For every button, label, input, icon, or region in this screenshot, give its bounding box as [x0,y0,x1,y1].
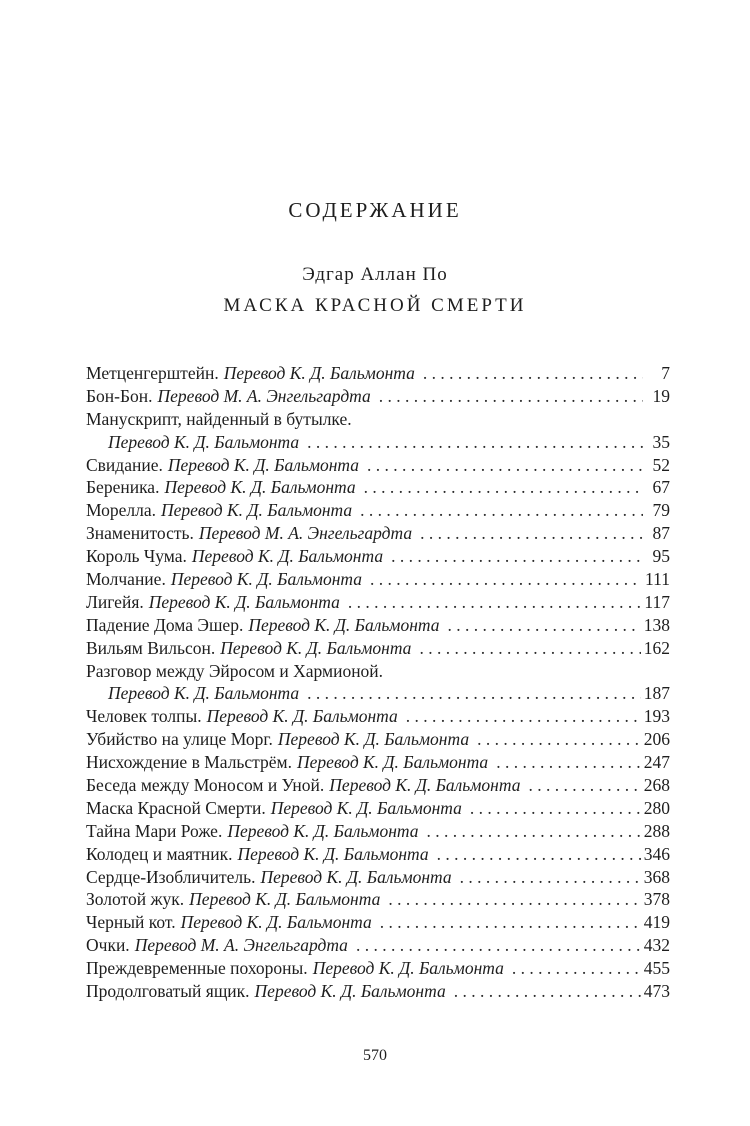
author-name: Эдгар Аллан По [302,264,448,285]
dot-leader [370,568,642,591]
entry-translator: Перевод К. Д. Бальмонта [312,958,504,979]
dot-leader [419,637,640,660]
entry-title: Сердце-Изобличитель. [86,866,256,887]
toc-entry [86,408,670,431]
entry-title: Знаменитость. [86,523,194,544]
toc-entry [86,728,670,751]
entry-translator: Перевод К. Д. Бальмонта [108,683,300,704]
entry-title: Морелла. [86,500,156,521]
dot-leader [477,728,641,751]
entry-translator: Перевод К. Д. Бальмонта [277,729,470,750]
entry-translator: Перевод К. Д. Бальмонта [180,912,372,933]
entry-page-number: 187 [643,683,670,704]
page-number: 570 [363,1047,387,1064]
entry-translator: Перевод К. Д. Бальмонта [297,752,489,773]
entry-title: Молчание. [86,569,166,590]
entry-translator: Перевод К. Д. Бальмонта [206,706,398,727]
entry-title: Человек толпы. [86,706,202,727]
entry-page-number: 162 [643,637,670,658]
entry-page-number: 455 [643,958,670,979]
entry-page-number: 378 [643,889,670,910]
toc-entry [86,934,670,957]
dot-leader [528,774,640,797]
toc-entry [86,591,670,614]
entry-title: Разговор между Эйросом и Хармионой. [86,660,384,681]
entry-page-number: 35 [652,431,670,452]
entry-page-number: 111 [645,569,670,590]
entry-translator: Перевод К. Д. Бальмонта [161,500,353,521]
entry-title: Черный кот. [86,912,176,933]
toc-entry [86,476,670,499]
entry-translator: Перевод К. Д. Бальмонта [170,569,362,590]
entry-page-number: 193 [643,706,670,727]
toc-entry [86,888,670,911]
dot-leader [307,682,641,705]
entry-translator: Перевод К. Д. Бальмонта [164,477,356,498]
entry-title: Вильям Вильсон. [86,637,216,658]
entry-translator: Перевод К. Д. Бальмонта [191,546,384,567]
entry-title: Свидание. [86,454,163,475]
dot-leader [448,614,641,637]
entry-translator: Перевод К. Д. Бальмонта [220,637,412,658]
dot-leader [470,797,641,820]
dot-leader [460,866,641,889]
entry-title: Очки. [86,935,130,956]
dot-leader [360,499,643,522]
toc-entry [86,614,670,637]
toc-entry-continuation [86,431,670,454]
entry-page-number: 288 [643,820,670,841]
entry-translator: Перевод К. Д. Бальмонта [108,431,300,452]
dot-leader [356,934,641,957]
dot-leader [391,545,643,568]
dot-leader [307,431,643,454]
toc-entry [86,797,670,820]
toc-entry [86,454,670,477]
toc-entry [86,820,670,843]
toc-entry [86,957,670,980]
entry-page-number: 7 [661,363,670,383]
table-of-contents [86,362,670,1003]
dot-leader [420,522,643,545]
entry-translator: Перевод К. Д. Бальмонта [148,591,340,612]
entry-translator: Перевод М. А. Энгельгардта [198,523,413,544]
entry-page-number: 432 [643,935,670,956]
entry-page-number: 79 [652,500,670,521]
entry-translator: Перевод К. Д. Бальмонта [260,866,452,887]
toc-entry [86,774,670,797]
entry-page-number: 346 [643,843,670,864]
dot-leader [379,385,643,408]
entry-title: Маска Красной Смерти. [86,797,266,818]
entry-translator: Перевод К. Д. Бальмонта [167,454,360,475]
dot-leader [427,820,641,843]
entry-translator: Перевод К. Д. Бальмонта [223,363,415,383]
entry-translator: Перевод К. Д. Бальмонта [254,981,446,1002]
entry-page-number: 280 [643,797,670,818]
toc-entry [86,705,670,728]
entry-title: Золотой жук. [86,889,185,910]
entry-page-number: 419 [643,912,670,933]
entry-page-number: 67 [652,477,670,498]
toc-entry [86,385,670,408]
dot-leader [423,362,643,385]
entry-title: Преждевременные похороны. [86,958,308,979]
entry-translator: Перевод К. Д. Бальмонта [248,614,440,635]
dot-leader [364,476,643,499]
entry-title: Манускрипт, найденный в бутылке. [86,408,352,429]
toc-entry [86,911,670,934]
toc-entry [86,499,670,522]
entry-title: Продолговатый ящик. [86,981,250,1002]
toc-entry [86,362,670,385]
book-title: МАСКА КРАСНОЙ СМЕРТИ [223,295,527,316]
entry-page-number: 138 [643,614,670,635]
dot-leader [388,888,640,911]
entry-translator: Перевод К. Д. Бальмонта [329,775,521,796]
entry-page-number: 206 [643,729,670,750]
entry-translator: Перевод М. А. Энгельгардта [157,385,371,406]
entry-page-number: 52 [652,454,670,475]
toc-entry [86,660,670,683]
contents-heading: СОДЕРЖАНИЕ [288,198,462,222]
dot-leader [512,957,641,980]
dot-leader [367,454,643,477]
toc-entry [86,522,670,545]
entry-page-number: 368 [643,866,670,887]
entry-title: Лигейя. [86,591,144,612]
entry-translator: Перевод К. Д. Бальмонта [189,889,381,910]
dot-leader [437,843,641,866]
entry-title: Убийство на улице Морг. [86,729,273,750]
dot-leader [406,705,641,728]
entry-page-number: 268 [643,775,670,796]
entry-title: Метценгерштейн. [86,363,219,383]
toc-entry [86,866,670,889]
entry-page-number: 19 [652,385,670,406]
entry-translator: Перевод К. Д. Бальмонта [237,843,429,864]
dot-leader [454,980,641,1003]
entry-title: Нисхождение в Мальстрём. [86,752,293,773]
entry-title: Береника. [86,477,160,498]
entry-page-number: 95 [652,546,670,567]
toc-entry [86,843,670,866]
dot-leader [348,591,641,614]
entry-title: Тайна Мари Роже. [86,820,223,841]
dot-leader [496,751,641,774]
toc-entry [86,637,670,660]
entry-translator: Перевод К. Д. Бальмонта [270,797,462,818]
toc-entry [86,568,670,591]
toc-entry [86,751,670,774]
entry-page-number: 247 [643,752,670,773]
toc-entry-continuation [86,682,670,705]
entry-page-number: 473 [643,981,670,1002]
entry-page-number: 117 [644,591,670,612]
dot-leader [380,911,641,934]
entry-title: Падение Дома Эшер. [86,614,244,635]
entry-page-number: 87 [652,523,670,544]
entry-title: Король Чума. [86,546,187,567]
entry-translator: Перевод М. А. Энгельгардта [134,935,348,956]
entry-title: Колодец и маятник. [86,843,233,864]
entry-title: Бон-Бон. [86,385,153,406]
entry-translator: Перевод К. Д. Бальмонта [227,820,419,841]
entry-title: Беседа между Моносом и Уной. [86,775,325,796]
toc-entry [86,980,670,1003]
toc-entry [86,545,670,568]
